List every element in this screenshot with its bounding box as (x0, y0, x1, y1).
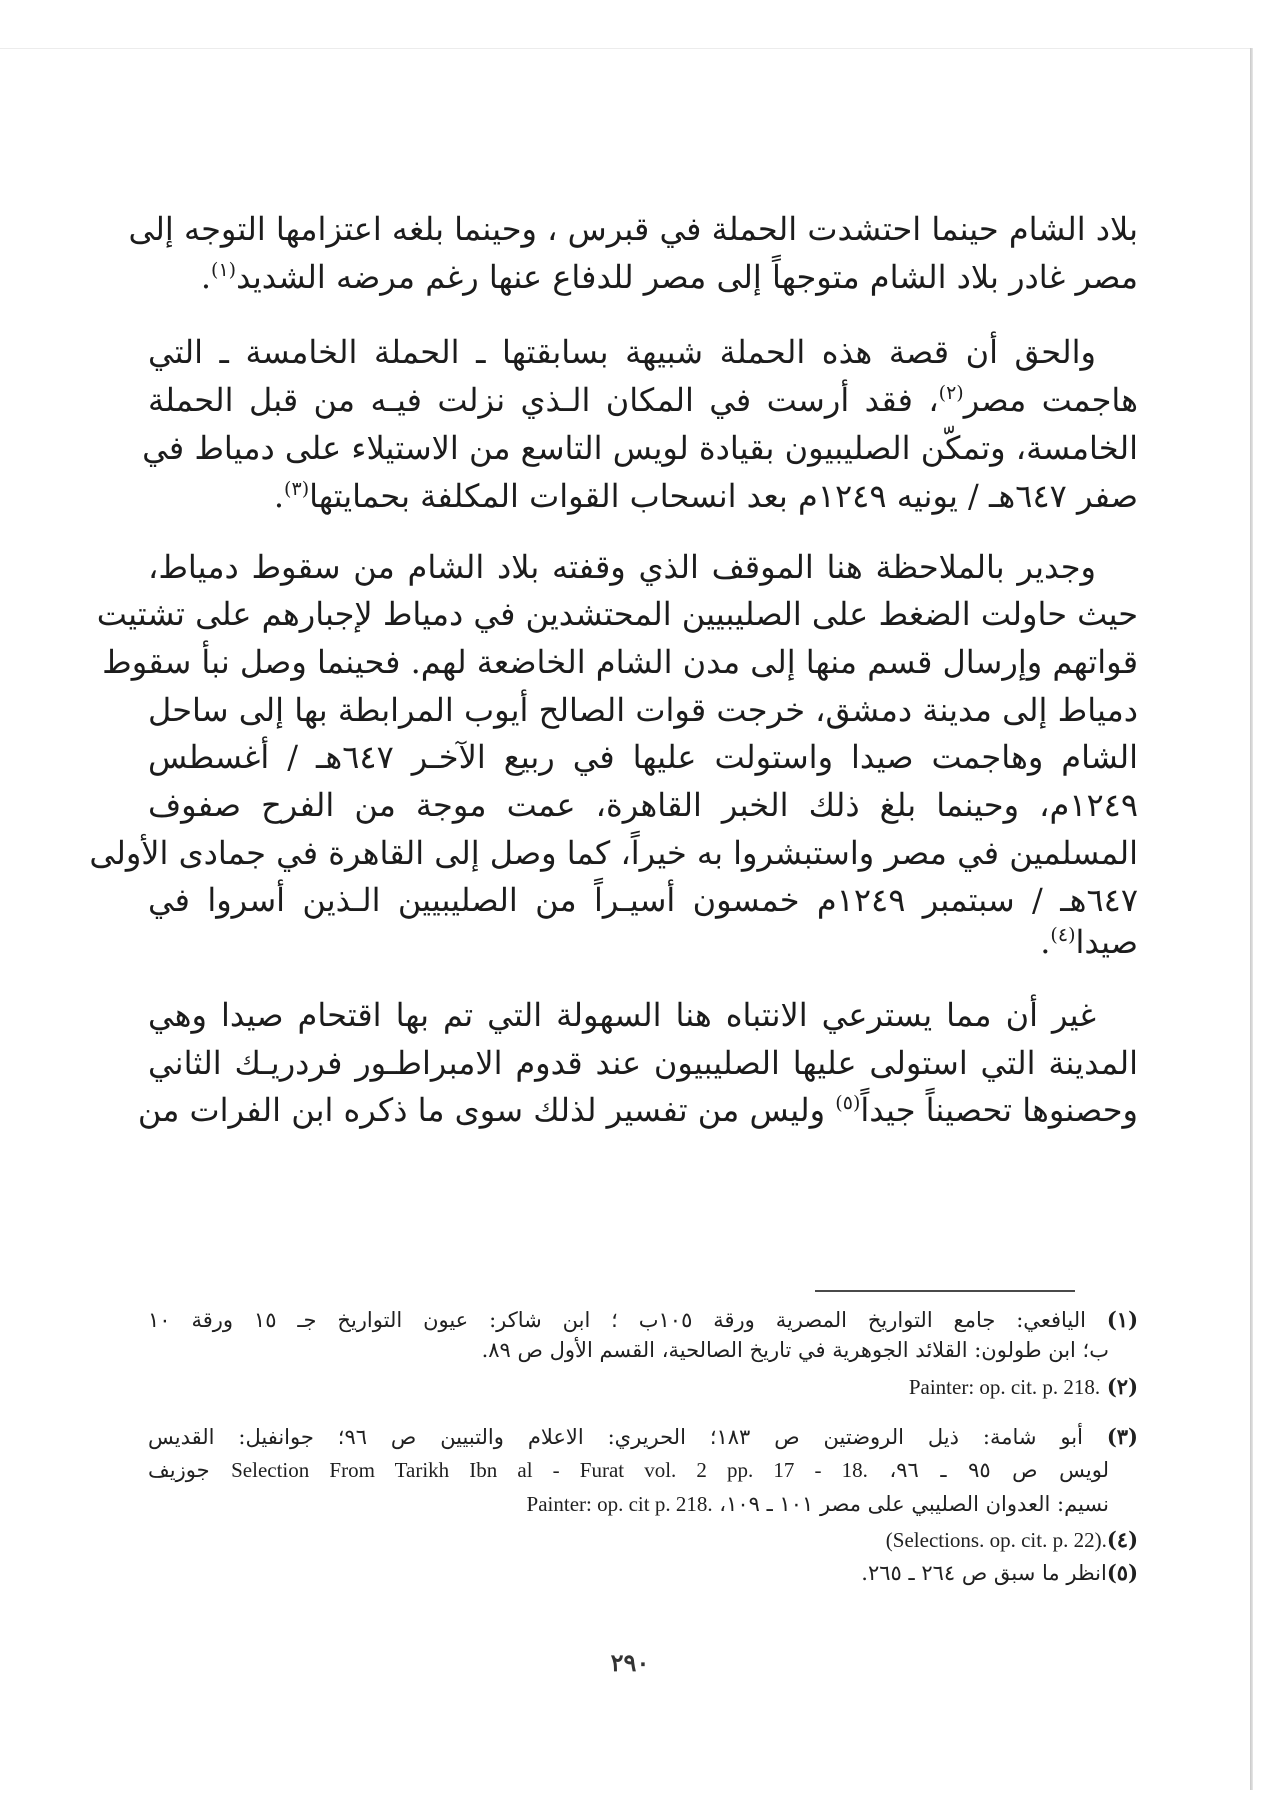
text-line: صيدا$^{(٤)}$. (1040, 923, 1138, 961)
footnote-ref-4[interactable]: (٤) (1050, 924, 1076, 946)
footnote-3: (٣) أبو شامة: ذيل الروضتين ص ١٨٣؛ الحريري: الاعلام والتبيين ص ٩٦؛ جوانفيل: القديس (148, 1424, 1138, 1449)
page-number: ٢٩٠ (610, 1648, 650, 1677)
footnote-1-continuation: ب؛ ابن طولون: القلائد الجوهرية في تاريخ الصالحية، القسم الأول ص ٨٩. (481, 1338, 1109, 1362)
text-line: غير أن مما يسترعي الانتباه هنا السهولة التي تم بها اقتحام صيدا وهي (148, 996, 1096, 1034)
text-line: بلاد الشام حينما احتشدت الحملة في قبرس ، وحينما بلغه اعتزامها التوجه إلى (128, 210, 1138, 248)
footnote-number: (٢) (1106, 1374, 1138, 1399)
text-line: ٦٤٧هـ / سبتمبر ١٢٤٩م خمسون أسيـراً من الصليبيين الـذين أسروا في (148, 881, 1139, 919)
text-line: مصر غادر بلاد الشام متوجهاً إلى مصر للدفاع عنها رغم مرضه الشديد$^{(١)}$. (200, 258, 1138, 296)
text-line: صفر ٦٤٧هـ / يونيه ١٢٤٩م بعد انسحاب القوات المكلفة بحمايتها$^{(٣)}$. (273, 477, 1138, 515)
footnote-1: (١) اليافعي: جامع التواريخ المصرية ورقة ١٠٥ب ؛ ابن شاكر: عيون التواريخ جـ ١٥ ورقة ١٠ (148, 1307, 1138, 1332)
text-line: وحصنوها تحصيناً جيداً$^{(٥)}$ وليس من تفسير لذلك سوى ما ذكره ابن الفرات من (137, 1091, 1138, 1129)
text-line: وجدير بالملاحظة هنا الموقف الذي وقفته بلاد الشام من سقوط دمياط، (148, 548, 1096, 586)
text-line: الشام وهاجمت صيدا واستولت عليها في ربيع الآخـر ٦٤٧هـ / أغسطس (148, 738, 1139, 776)
text-line: والحق أن قصة هذه الحملة شبيهة بسابقتها ـ الحملة الخامسة ـ التي (148, 333, 1096, 371)
text-line: حيث حاولت الضغط على الصليبيين المحتشدين في دمياط لإجبارهم على تشتيت (96, 595, 1138, 633)
footnote-ref-2[interactable]: (٢) (938, 382, 964, 404)
footnote-ref-1[interactable]: (١) (211, 259, 237, 281)
footnote-number: (٥) (1106, 1560, 1138, 1585)
footnote-number: (٤) (1106, 1527, 1138, 1552)
text-line: المسلمين في مصر واستبشروا به خيراً، كما وصل إلى القاهرة في جمادى الأولى (89, 834, 1138, 872)
text-line: دمياط إلى مدينة دمشق، خرجت قوات الصالح أيوب المرابطة بها إلى ساحل (148, 691, 1138, 729)
footnote-number: (١) (1106, 1307, 1138, 1332)
scan-page-edge-top (0, 48, 1250, 49)
footnote-2: (٢) Painter: op. cit. p. 218. (908, 1374, 1138, 1399)
text-line: الخامسة، وتمكّن الصليبيون بقيادة لويس التاسع من الاستيلاء على دمياط في (142, 429, 1138, 467)
text-line: ١٢٤٩م، وحينما بلغ ذلك الخبر القاهرة، عمت موجة من الفرح صفوف (148, 786, 1139, 824)
scan-page-edge-right (1250, 48, 1253, 1790)
footnote-ref-5[interactable]: (٥) (835, 1092, 861, 1114)
footnote-ref-3[interactable]: (٣) (284, 478, 310, 500)
footnote-5: (٥)انظر ما سبق ص ٢٦٤ ـ ٢٦٥. (861, 1560, 1138, 1585)
text-line: المدينة التي استولى عليها الصليبيون عند قدوم الامبراطـور فردريـك الثاني (148, 1044, 1139, 1082)
text-line: هاجمت مصر$^{(٢)}$، فقد أرست في المكان الـذي نزلت فيـه من قبل الحملة (148, 381, 1139, 419)
footnote-number: (٣) (1106, 1424, 1138, 1449)
footnote-4: (٤)(Selections. op. cit. p. 22). (885, 1527, 1138, 1552)
text-line: قواتهم وإرسال قسم منها إلى مدن الشام الخاضعة لهم. فحينما وصل نبأ سقوط (102, 643, 1138, 681)
footnote-3-continuation: لويس ص ٩٥ ـ ٩٦، Selection From Tarikh Ibn al - Furat vol. 2 pp. 17 - 18. جوزيف (148, 1458, 1109, 1482)
footnote-3-continuation: نسيم: العدوان الصليبي على مصر ١٠١ ـ ١٠٩، Painter: op. cit p. 218. (526, 1492, 1109, 1516)
footnote-separator (815, 1290, 1075, 1292)
